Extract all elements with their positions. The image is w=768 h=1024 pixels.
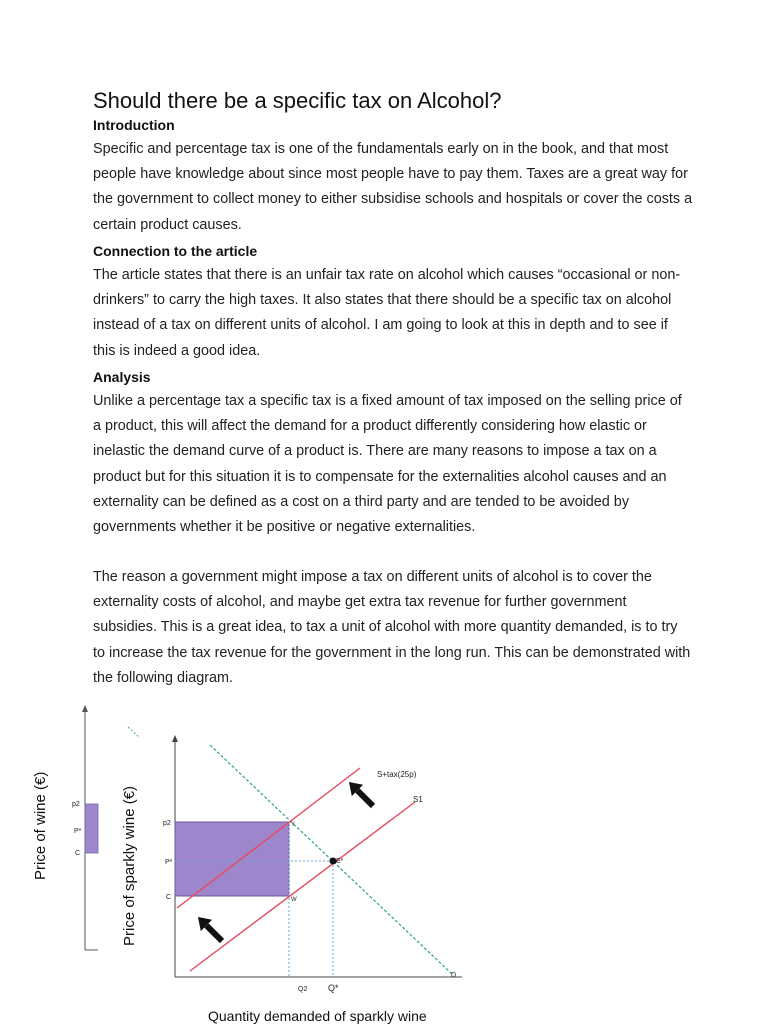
label-point-w: W (291, 897, 297, 903)
tax-revenue-area (175, 822, 289, 896)
left-panel-tax-area (85, 804, 98, 853)
left-tick-p2: p2 (72, 801, 80, 808)
label-supply-tax: S+tax(25p) (377, 770, 417, 779)
connection-paragraph: The article states that there is an unfair tax rate on alcohol which causes “occasional or non-drinkers” to carry the high taxes. It also states that there should be a specific tax on alcohol instead of a tax on different units of alcohol. I am going to look at this in depth and to see if this is indeed a good idea. (93, 267, 681, 359)
shift-arrow-upper (343, 776, 378, 811)
analysis-paragraph-1: Unlike a percentage tax a specific tax is a fixed amount of tax imposed on the selling price of a product, this will affect the demand for a product differently considering how elastic or inelastic the demand curve of a product is. There are many reasons to impose a tax on a product but for this situation it is to compensate for the externalities alcohol causes and an externality can be defined as a cost on a third party and are tended to be avoided by governments whether it be positive or negative externalities. (93, 393, 682, 536)
left-panel-axis-arrow (82, 705, 88, 712)
main-y-label: Price of sparkly wine (€) (121, 785, 138, 946)
left-panel-y-label: Price of wine (€) (32, 771, 49, 880)
left-tick-c: C (75, 850, 81, 857)
main-x-label: Quantity demanded of sparkly wine (208, 1008, 427, 1024)
label-supply: S1 (413, 795, 423, 804)
tick-q-star: Q* (328, 983, 339, 993)
label-demand: D (451, 972, 457, 979)
section-heading-analysis: Analysis (93, 369, 151, 385)
tick-p-star: P* (165, 859, 173, 866)
introduction-paragraph: Specific and percentage tax is one of the fundamentals early on in the book, and that most people have knowledge about since most people have to pay them. Taxes are a great way for the government to collect money to either subsidise schools and hospitals or cover the costs a certain product causes. (93, 141, 693, 233)
section-heading-connection: Connection to the article (93, 243, 258, 259)
document-title: Should there be a specific tax on Alcohol? (93, 88, 502, 113)
tax-diagram-graphic (0, 690, 768, 1024)
analysis-paragraph-2: The reason a government might impose a tax on different units of alcohol is to cover the externality costs of alcohol, and maybe get extra tax revenue for further government subsidies. This is a great idea, to tax a unit of alcohol with more quantity demanded, is to try to increase the tax revenue for the government in the long run. This can be demonstrated with the following diagram. (93, 569, 691, 686)
label-equilibrium: E* (336, 858, 344, 865)
main-y-axis-arrow (172, 735, 178, 742)
label-point-y: Y (291, 822, 296, 828)
tick-p2: p2 (163, 820, 171, 827)
tick-q2: Q2 (298, 986, 308, 993)
shift-arrow-lower (192, 911, 227, 946)
tick-c: C (166, 894, 172, 901)
section-heading-introduction: Introduction (93, 117, 175, 133)
left-tick-p-star: P* (74, 828, 82, 835)
tax-diagram (0, 690, 768, 1024)
stray-mark (128, 727, 140, 738)
